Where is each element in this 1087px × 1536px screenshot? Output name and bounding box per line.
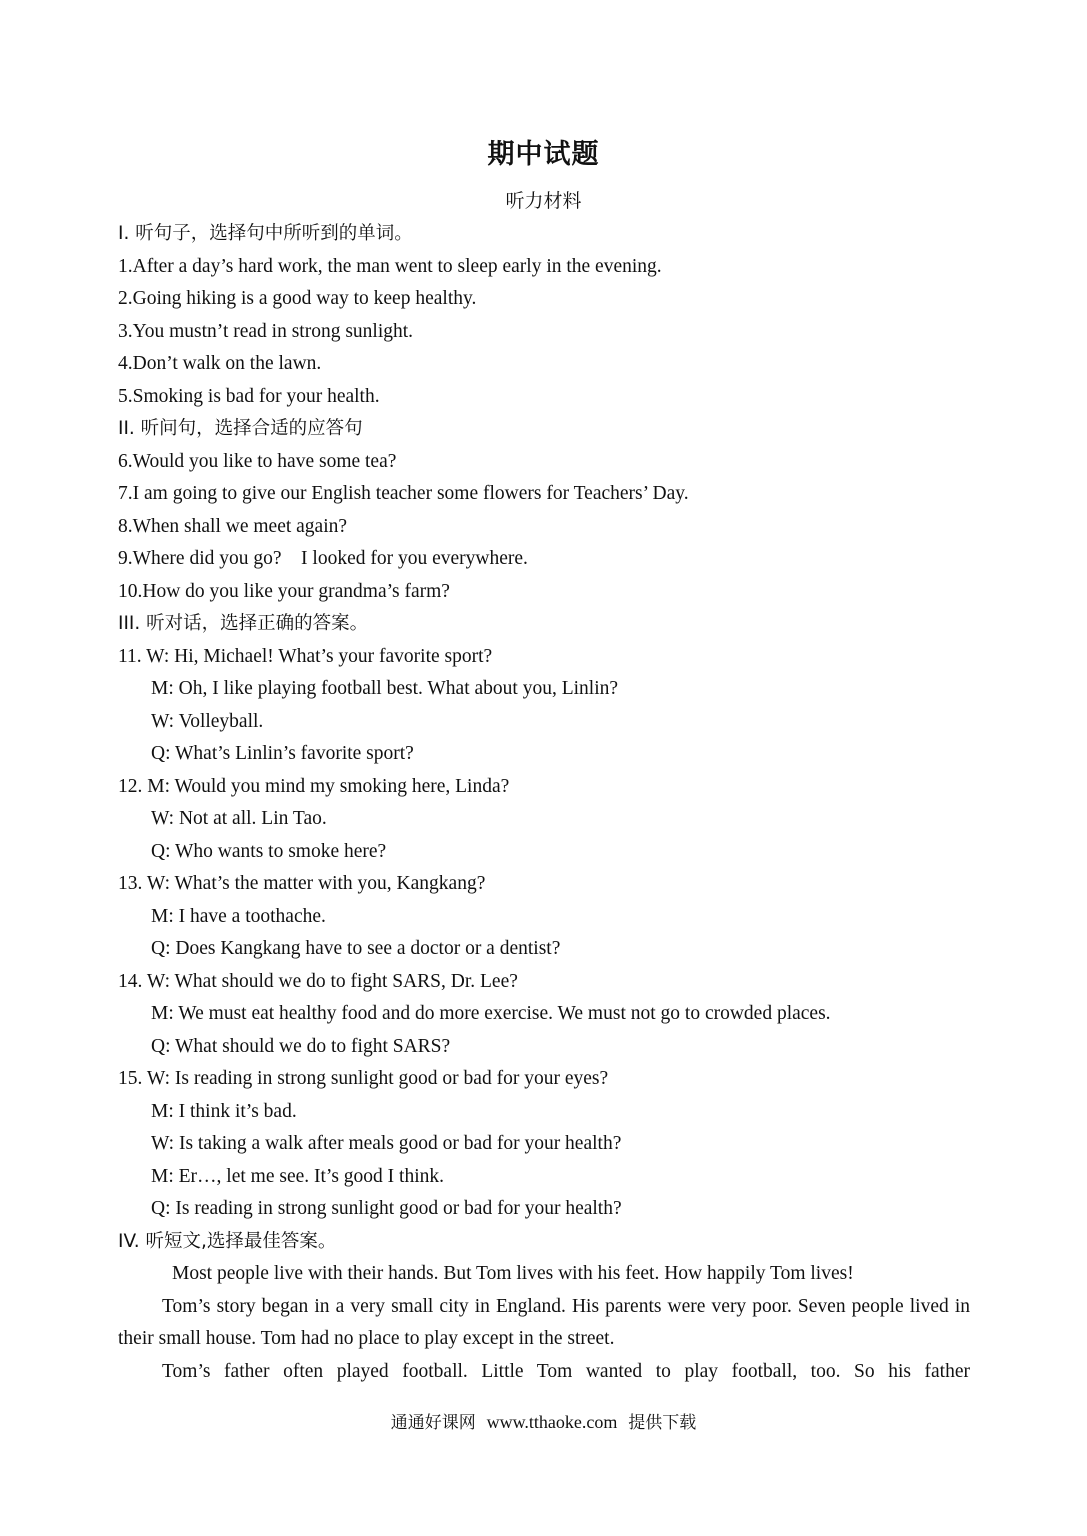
dialogue-11-line: W: Volleyball.: [151, 710, 264, 732]
page-footer: [0, 1408, 1087, 1433]
dialogue-15-line: M: I think it’s bad.: [151, 1100, 297, 1122]
footer-note: 提供下载: [628, 1413, 697, 1433]
dialogue-11-line: 11. W: Hi, Michael! What’s your favorite sport?: [118, 645, 493, 667]
passage-paragraph: Most people live with their hands. But Tom lives with his feet. How happily Tom lives!: [172, 1263, 854, 1284]
section-1-item: 1.After a day’s hard work, the man went to sleep early in the evening.: [118, 255, 662, 277]
dialogue-12-line: W: Not at all. Lin Tao.: [151, 808, 327, 829]
section-2-heading: II. 听问句，选择合适的应答句: [118, 418, 363, 439]
section-1-item: 3.You mustn’t read in strong sunlight.: [118, 320, 414, 342]
section-2-item: 8.When shall we meet again?: [118, 515, 348, 537]
section-2-item: 9.Where did you go? I looked for you everywhere.: [118, 548, 528, 569]
page-title: 期中试题: [487, 139, 600, 170]
dialogue-13-line: M: I have a toothache.: [151, 905, 326, 927]
section-1-item: 5.Smoking is bad for your health.: [118, 385, 380, 407]
document-body: [118, 218, 970, 1388]
page-subtitle: 听力材料: [505, 190, 582, 212]
dialogue-14-line: M: We must eat healthy food and do more exercise. We must not go to crowded places.: [151, 1003, 831, 1024]
section-2-item: 10.How do you like your grandma’s farm?: [118, 580, 450, 602]
dialogue-15-line: M: Er…, let me see. It’s good I think.: [151, 1165, 444, 1187]
section-4-heading: IV. 听短文,选择最佳答案。: [118, 1230, 337, 1252]
dialogue-15-question: Q: Is reading in strong sunlight good or bad for your health?: [151, 1198, 622, 1219]
dialogue-15-line: 15. W: Is reading in strong sunlight good or bad for your eyes?: [118, 1068, 609, 1089]
passage-paragraph: Tom’s story began in a very small city in England. His parents were very poor. Seven people lived in their small house. Tom had no place to play except in the street.: [118, 1295, 970, 1349]
dialogue-13-question: Q: Does Kangkang have to see a doctor or a dentist?: [151, 938, 561, 959]
section-1-item: 4.Don’t walk on the lawn.: [118, 353, 322, 374]
section-1-heading: I. 听句子，选择句中所听到的单词。: [118, 223, 413, 244]
section-2-item: 6.Would you like to have some tea?: [118, 450, 397, 472]
dialogue-14-question: Q: What should we do to fight SARS?: [151, 1035, 451, 1057]
dialogue-14-line: 14. W: What should we do to fight SARS, Dr. Lee?: [118, 970, 518, 992]
footer-site-name: 通通好课网: [390, 1413, 476, 1433]
dialogue-13-line: 13. W: What’s the matter with you, Kangkang?: [118, 873, 486, 894]
dialogue-11-question: Q: What’s Linlin’s favorite sport?: [151, 743, 414, 764]
dialogue-12-question: Q: Who wants to smoke here?: [151, 840, 387, 862]
section-2-item: 7.I am going to give our English teacher some flowers for Teachers’ Day.: [118, 483, 689, 504]
section-3-heading: III. 听对话，选择正确的答案。: [118, 613, 369, 634]
passage-paragraph: Tom’s father often played football. Little Tom wanted to play football, too. So his father: [162, 1360, 970, 1382]
section-1-item: 2.Going hiking is a good way to keep healthy.: [118, 288, 477, 309]
dialogue-15-line: W: Is taking a walk after meals good or bad for your health?: [151, 1133, 622, 1154]
dialogue-12-line: 12. M: Would you mind my smoking here, Linda?: [118, 775, 510, 797]
footer-url[interactable]: www.tthaoke.com: [486, 1412, 618, 1432]
dialogue-11-line: M: Oh, I like playing football best. What about you, Linlin?: [151, 678, 619, 699]
